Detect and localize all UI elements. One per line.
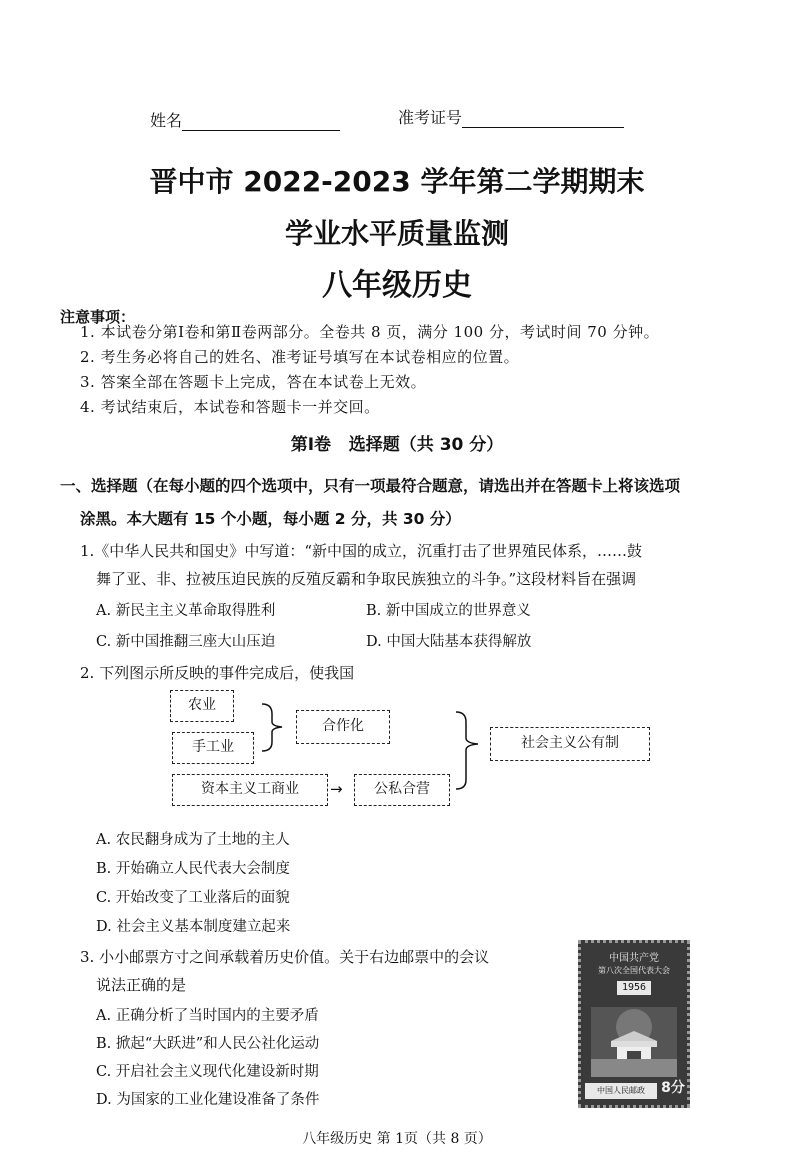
brace-left: [262, 704, 282, 751]
diagram-box-joint: 公私合营: [354, 774, 450, 806]
q2-option-d: D. 社会主义基本制度建立起来: [96, 919, 291, 935]
diagram-box-handicraft: 手工业: [172, 732, 254, 764]
q1-option-c: C. 新中国推翻三座大山压迫: [96, 634, 276, 650]
q3-option-c: C. 开启社会主义现代化建设新时期: [96, 1064, 319, 1080]
q1-stem-line1: 1.《中华人民共和国史》中写道：“新中国的成立，沉重打击了世界殖民体系，……鼓: [80, 542, 642, 560]
diagram-box-cooperation: 合作化: [296, 710, 390, 744]
brace-right: [456, 712, 478, 789]
notice-item-2: 2. 考生务必将自己的姓名、准考证号填写在本试卷相应的位置。: [80, 348, 520, 366]
notice-item-3: 3. 答案全部在答题卡上完成，答在本试卷上无效。: [80, 373, 427, 391]
diagram-box-agriculture: 农业: [170, 690, 234, 722]
q2-option-b: B. 开始确立人民代表大会制度: [96, 861, 290, 877]
section-instruction-line2: 涂黑。本大题有 15 个小题，每小题 2 分，共 30 分）: [80, 510, 461, 528]
page-footer: 八年级历史 第 1页（共 8 页）: [302, 1131, 492, 1147]
exam-id-label: 准考证号: [398, 108, 463, 127]
title-line1: 晋中市 2022-2023 学年第二学期期末: [149, 165, 645, 198]
stamp-bottom-text: 中国人民邮政: [585, 1083, 657, 1099]
title-line2: 学业水平质量监测: [284, 217, 509, 250]
q2-option-a: A. 农民翻身成为了土地的主人: [96, 832, 290, 848]
title-line3: 八年级历史: [322, 268, 472, 303]
q2-stem-line1: 2. 下列图示所反映的事件完成后，使我国: [80, 664, 355, 682]
q3-stem-line1: 3. 小小邮票方寸之间承载着历史价值。关于右边邮票中的会议: [80, 948, 490, 966]
diagram-arrow: →: [330, 780, 343, 798]
stamp-year: 1956: [617, 981, 651, 995]
q3-option-b: B. 掀起“大跃进”和人民公社化运动: [96, 1036, 320, 1052]
q2-option-c: C. 开始改变了工业落后的面貌: [96, 890, 290, 906]
notice-item-4: 4. 考试结束后，本试卷和答题卡一并交回。: [80, 398, 380, 416]
stamp-image: [578, 940, 690, 1108]
q1-option-b: B. 新中国成立的世界意义: [366, 603, 531, 619]
stamp-value: 8分: [661, 1080, 685, 1096]
q3-stem-line2: 说法正确的是: [96, 976, 187, 994]
diagram-box-public: 社会主义公有制: [490, 727, 650, 761]
q3-option-a: A. 正确分析了当时国内的主要矛盾: [96, 1008, 319, 1024]
diagram-box-capitalist: 资本主义工商业: [172, 774, 328, 806]
notice-item-1: 1. 本试卷分第Ⅰ卷和第Ⅱ卷两部分。全卷共 8 页，满分 100 分，考试时间 70 分钟。: [80, 323, 660, 341]
section-title: 第Ⅰ卷 选择题（共 30 分）: [290, 435, 504, 455]
q1-option-d: D. 中国大陆基本获得解放: [366, 634, 532, 650]
stamp-mid-text: 第八次全国代表大会: [598, 966, 670, 975]
section-instruction-line1: 一、选择题（在每小题的四个选项中，只有一项最符合题意，请选出并在答题卡上将该选项: [60, 477, 681, 495]
stamp-building-icon: [581, 997, 687, 1077]
q3-option-d: D. 为国家的工业化建设准备了条件: [96, 1092, 320, 1108]
stamp-top-text: 中国共产党: [609, 953, 659, 964]
q1-option-a: A. 新民主主义革命取得胜利: [96, 603, 276, 619]
q1-stem-line2: 舞了亚、非、拉被压迫民族的反殖反霸和争取民族独立的斗争。”这段材料旨在强调: [96, 570, 637, 588]
name-label: 姓名: [150, 111, 183, 130]
notice-heading: 注意事项：: [60, 308, 136, 326]
